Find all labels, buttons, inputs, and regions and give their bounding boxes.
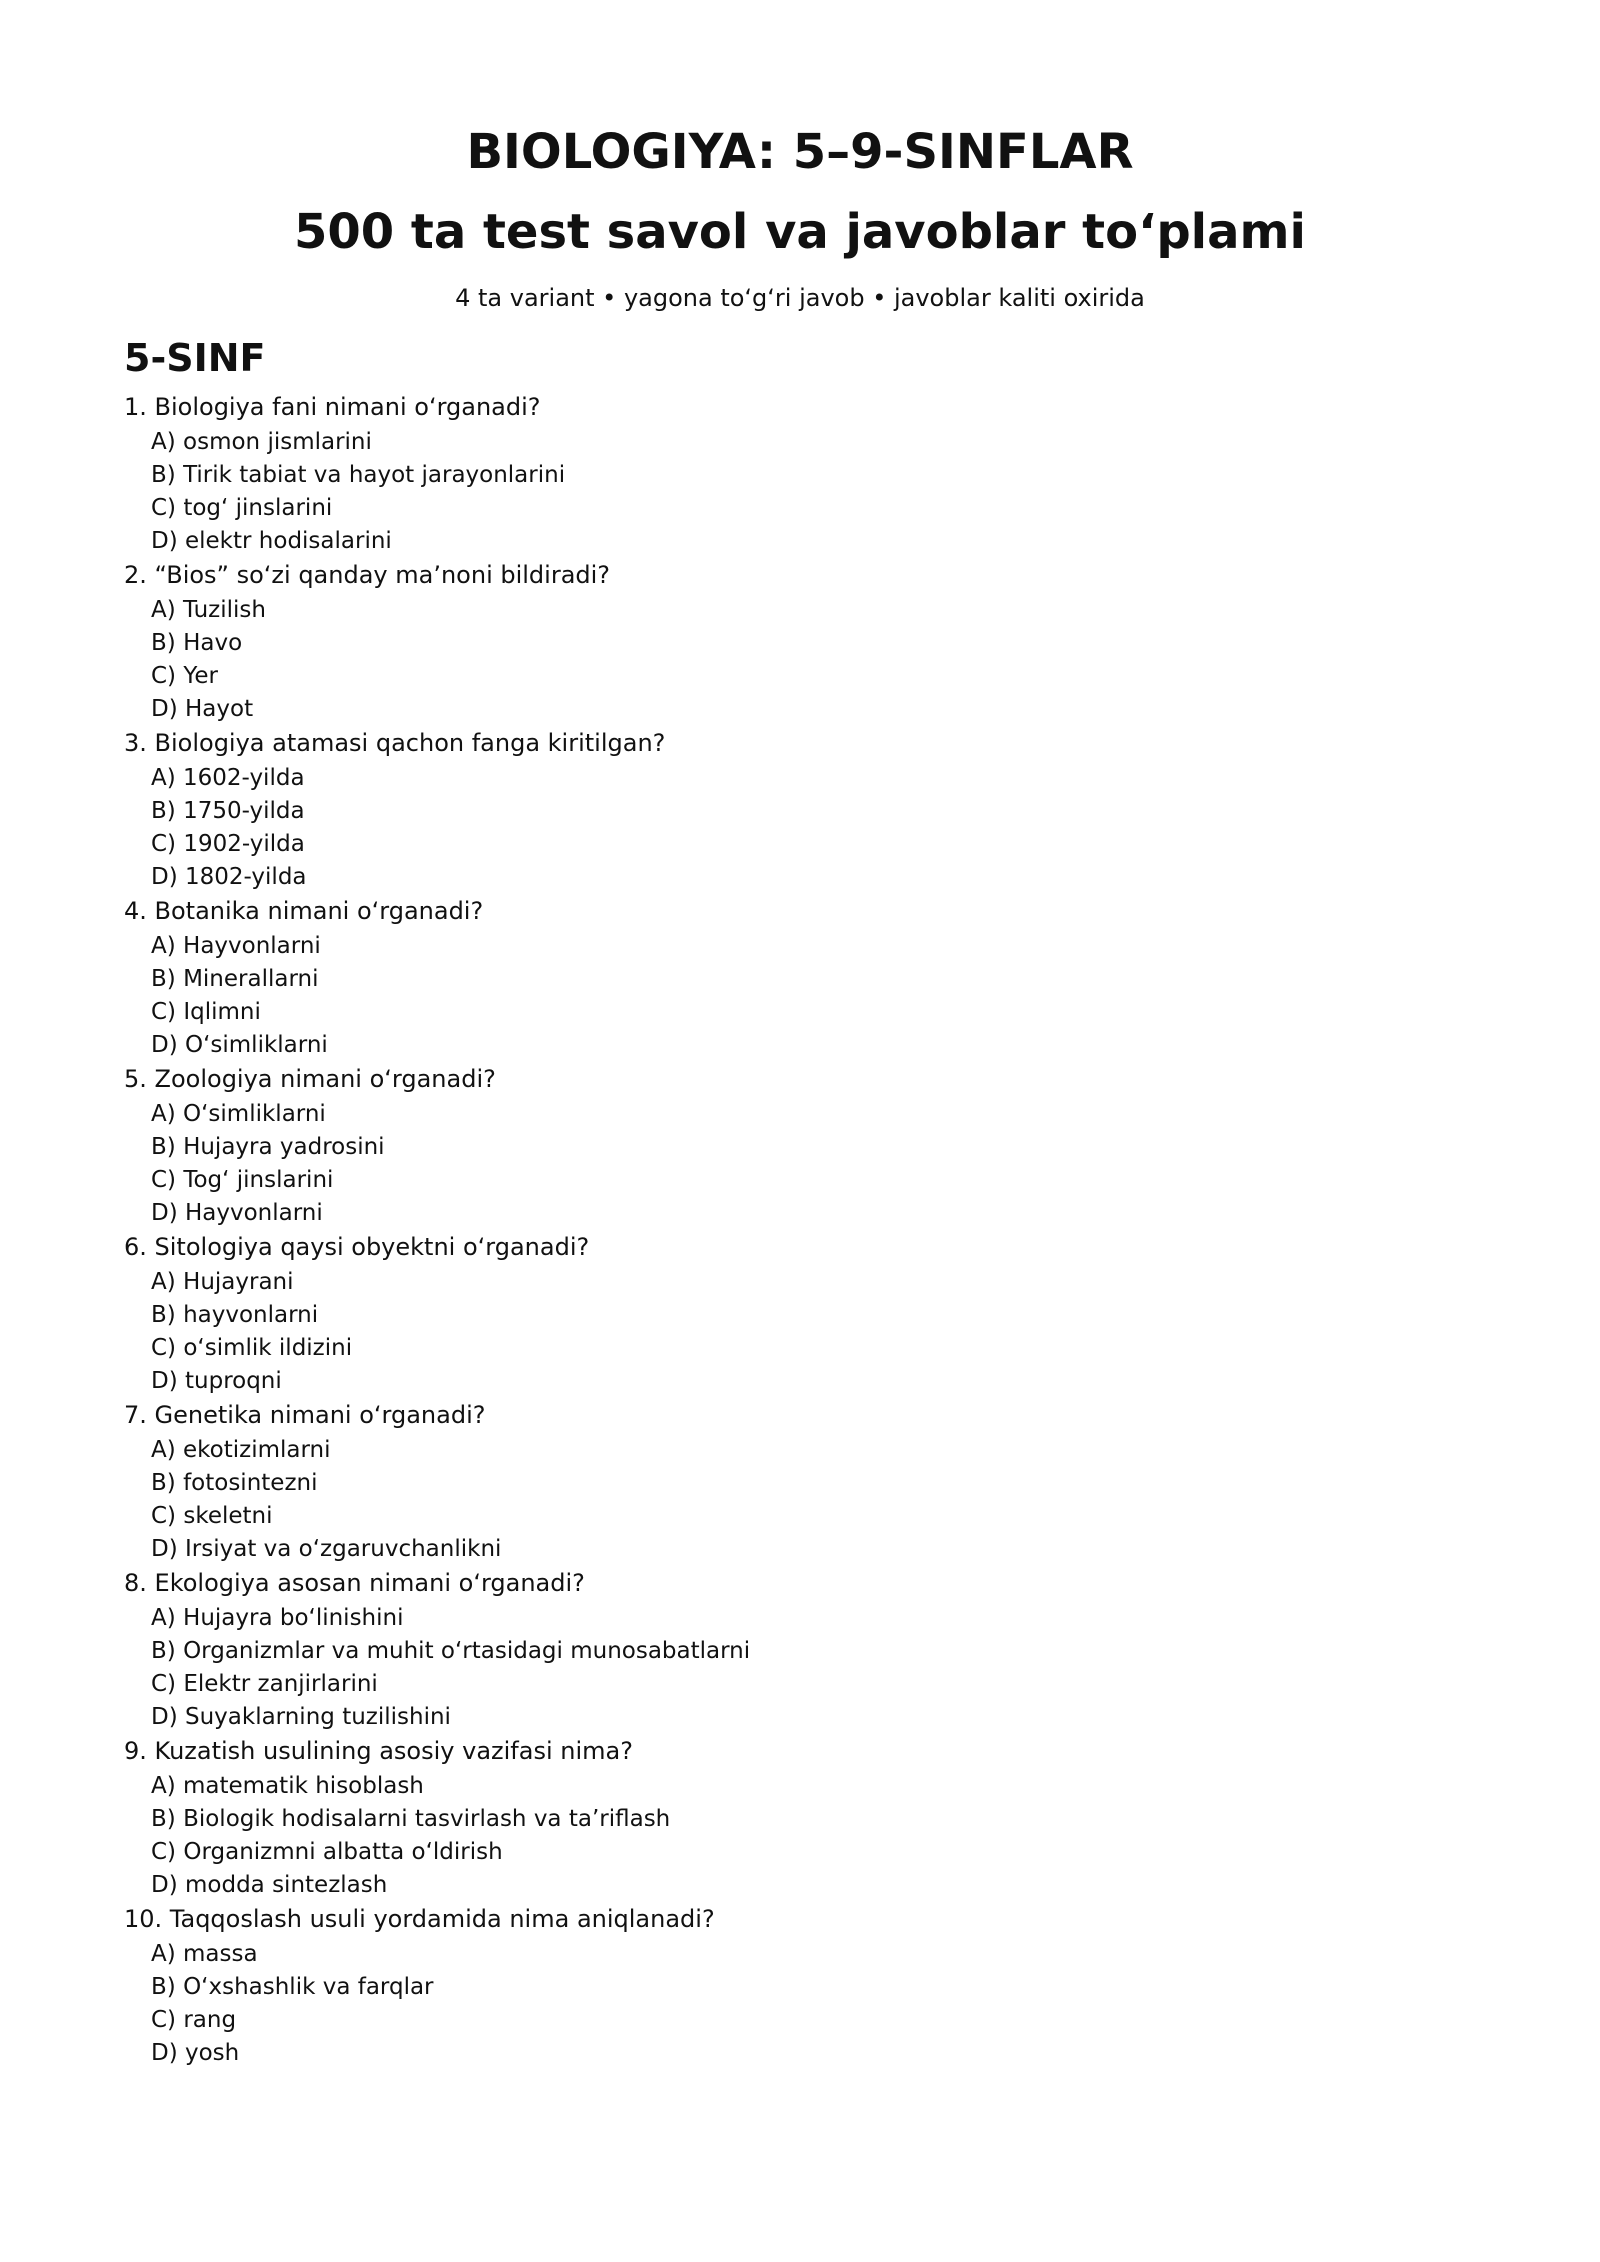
- answer-option: B) Organizmlar va muhit o‘rtasidagi munosabatlarni: [151, 1638, 751, 1664]
- answer-option: B) Minerallarni: [151, 966, 319, 992]
- answer-option: A) osmon jismlarini: [151, 429, 372, 455]
- answer-option: D) Hayot: [151, 696, 254, 722]
- question-text: 7. Genetika nimani o‘rganadi?: [124, 1401, 486, 1429]
- question-item: [124, 390, 1484, 558]
- question-item: [124, 1398, 1484, 1566]
- document-header: [0, 112, 1600, 318]
- question-item: [124, 558, 1484, 726]
- answer-options: [124, 1434, 1484, 1566]
- document-title-line-2: 500 ta test savol va javoblar to‘plami: [294, 204, 1306, 260]
- answer-option: A) Hujayra bo‘linishini: [151, 1605, 404, 1631]
- question-text: 6. Sitologiya qaysi obyektni o‘rganadi?: [124, 1233, 590, 1261]
- answer-option: A) Tuzilish: [151, 597, 266, 623]
- answer-option: C) Tog‘ jinslarini: [151, 1167, 334, 1193]
- answer-option: B) Havo: [151, 630, 243, 656]
- answer-option: D) elektr hodisalarini: [151, 528, 392, 554]
- question-item: [124, 1566, 1484, 1734]
- answer-options: [124, 930, 1484, 1062]
- test-section: [124, 332, 1484, 2070]
- answer-options: [124, 1266, 1484, 1398]
- answer-option: B) Tirik tabiat va hayot jarayonlarini: [151, 462, 566, 488]
- question-text: 1. Biologiya fani nimani o‘rganadi?: [124, 393, 541, 421]
- answer-option: A) Hayvonlarni: [151, 933, 321, 959]
- answer-options: [124, 1938, 1484, 2070]
- answer-options: [124, 1602, 1484, 1734]
- answer-option: C) rang: [151, 2007, 237, 2033]
- question-text: 10. Taqqoslash usuli yordamida nima aniqlanadi?: [124, 1905, 715, 1933]
- question-item: [124, 1062, 1484, 1230]
- question-text: 5. Zoologiya nimani o‘rganadi?: [124, 1065, 496, 1093]
- answer-options: [124, 762, 1484, 894]
- answer-option: C) Elektr zanjirlarini: [151, 1671, 378, 1697]
- answer-option: D) O‘simliklarni: [151, 1032, 328, 1058]
- answer-option: B) fotosintezni: [151, 1470, 318, 1496]
- answer-option: B) Biologik hodisalarni tasvirlash va ta’riflash: [151, 1806, 671, 1832]
- answer-option: D) modda sintezlash: [151, 1872, 388, 1898]
- answer-option: D) Hayvonlarni: [151, 1200, 323, 1226]
- question-text: 2. “Bios” so‘zi qanday ma’noni bildiradi?: [124, 561, 611, 589]
- answer-option: C) Iqlimni: [151, 999, 261, 1025]
- answer-option: A) Hujayrani: [151, 1269, 294, 1295]
- answer-option: B) 1750-yilda: [151, 798, 305, 824]
- question-text: 8. Ekologiya asosan nimani o‘rganadi?: [124, 1569, 585, 1597]
- answer-option: C) 1902-yilda: [151, 831, 305, 857]
- answer-option: C) Organizmni albatta o‘ldirish: [151, 1839, 503, 1865]
- question-item: [124, 1902, 1484, 2070]
- answer-options: [124, 594, 1484, 726]
- answer-option: D) 1802-yilda: [151, 864, 307, 890]
- answer-option: C) o‘simlik ildizini: [151, 1335, 353, 1361]
- answer-option: C) skeletni: [151, 1503, 273, 1529]
- answer-option: A) massa: [151, 1941, 258, 1967]
- question-item: [124, 1230, 1484, 1398]
- document-subtitle: 4 ta variant • yagona to‘g‘ri javob • javoblar kaliti oxirida: [455, 284, 1145, 312]
- answer-options: [124, 1098, 1484, 1230]
- section-heading: 5-SINF: [124, 336, 266, 380]
- answer-options: [124, 426, 1484, 558]
- answer-option: B) Hujayra yadrosini: [151, 1134, 385, 1160]
- answer-option: A) matematik hisoblash: [151, 1773, 424, 1799]
- answer-option: D) yosh: [151, 2040, 240, 2066]
- question-text: 9. Kuzatish usulining asosiy vazifasi nima?: [124, 1737, 633, 1765]
- question-item: [124, 1734, 1484, 1902]
- question-item: [124, 726, 1484, 894]
- answer-option: C) Yer: [151, 663, 218, 689]
- answer-option: A) ekotizimlarni: [151, 1437, 331, 1463]
- answer-option: A) O‘simliklarni: [151, 1101, 326, 1127]
- question-text: 4. Botanika nimani o‘rganadi?: [124, 897, 484, 925]
- answer-option: B) O‘xshashlik va farqlar: [151, 1974, 434, 2000]
- answer-option: D) tuproqni: [151, 1368, 282, 1394]
- question-text: 3. Biologiya atamasi qachon fanga kiritilgan?: [124, 729, 666, 757]
- answer-options: [124, 1770, 1484, 1902]
- answer-option: D) Irsiyat va o‘zgaruvchanlikni: [151, 1536, 502, 1562]
- answer-option: A) 1602-yilda: [151, 765, 305, 791]
- question-item: [124, 894, 1484, 1062]
- answer-option: D) Suyaklarning tuzilishini: [151, 1704, 451, 1730]
- answer-option: C) tog‘ jinslarini: [151, 495, 333, 521]
- answer-option: B) hayvonlarni: [151, 1302, 319, 1328]
- document-title-line-1: BIOLOGIYA: 5–9-SINFLAR: [466, 124, 1134, 180]
